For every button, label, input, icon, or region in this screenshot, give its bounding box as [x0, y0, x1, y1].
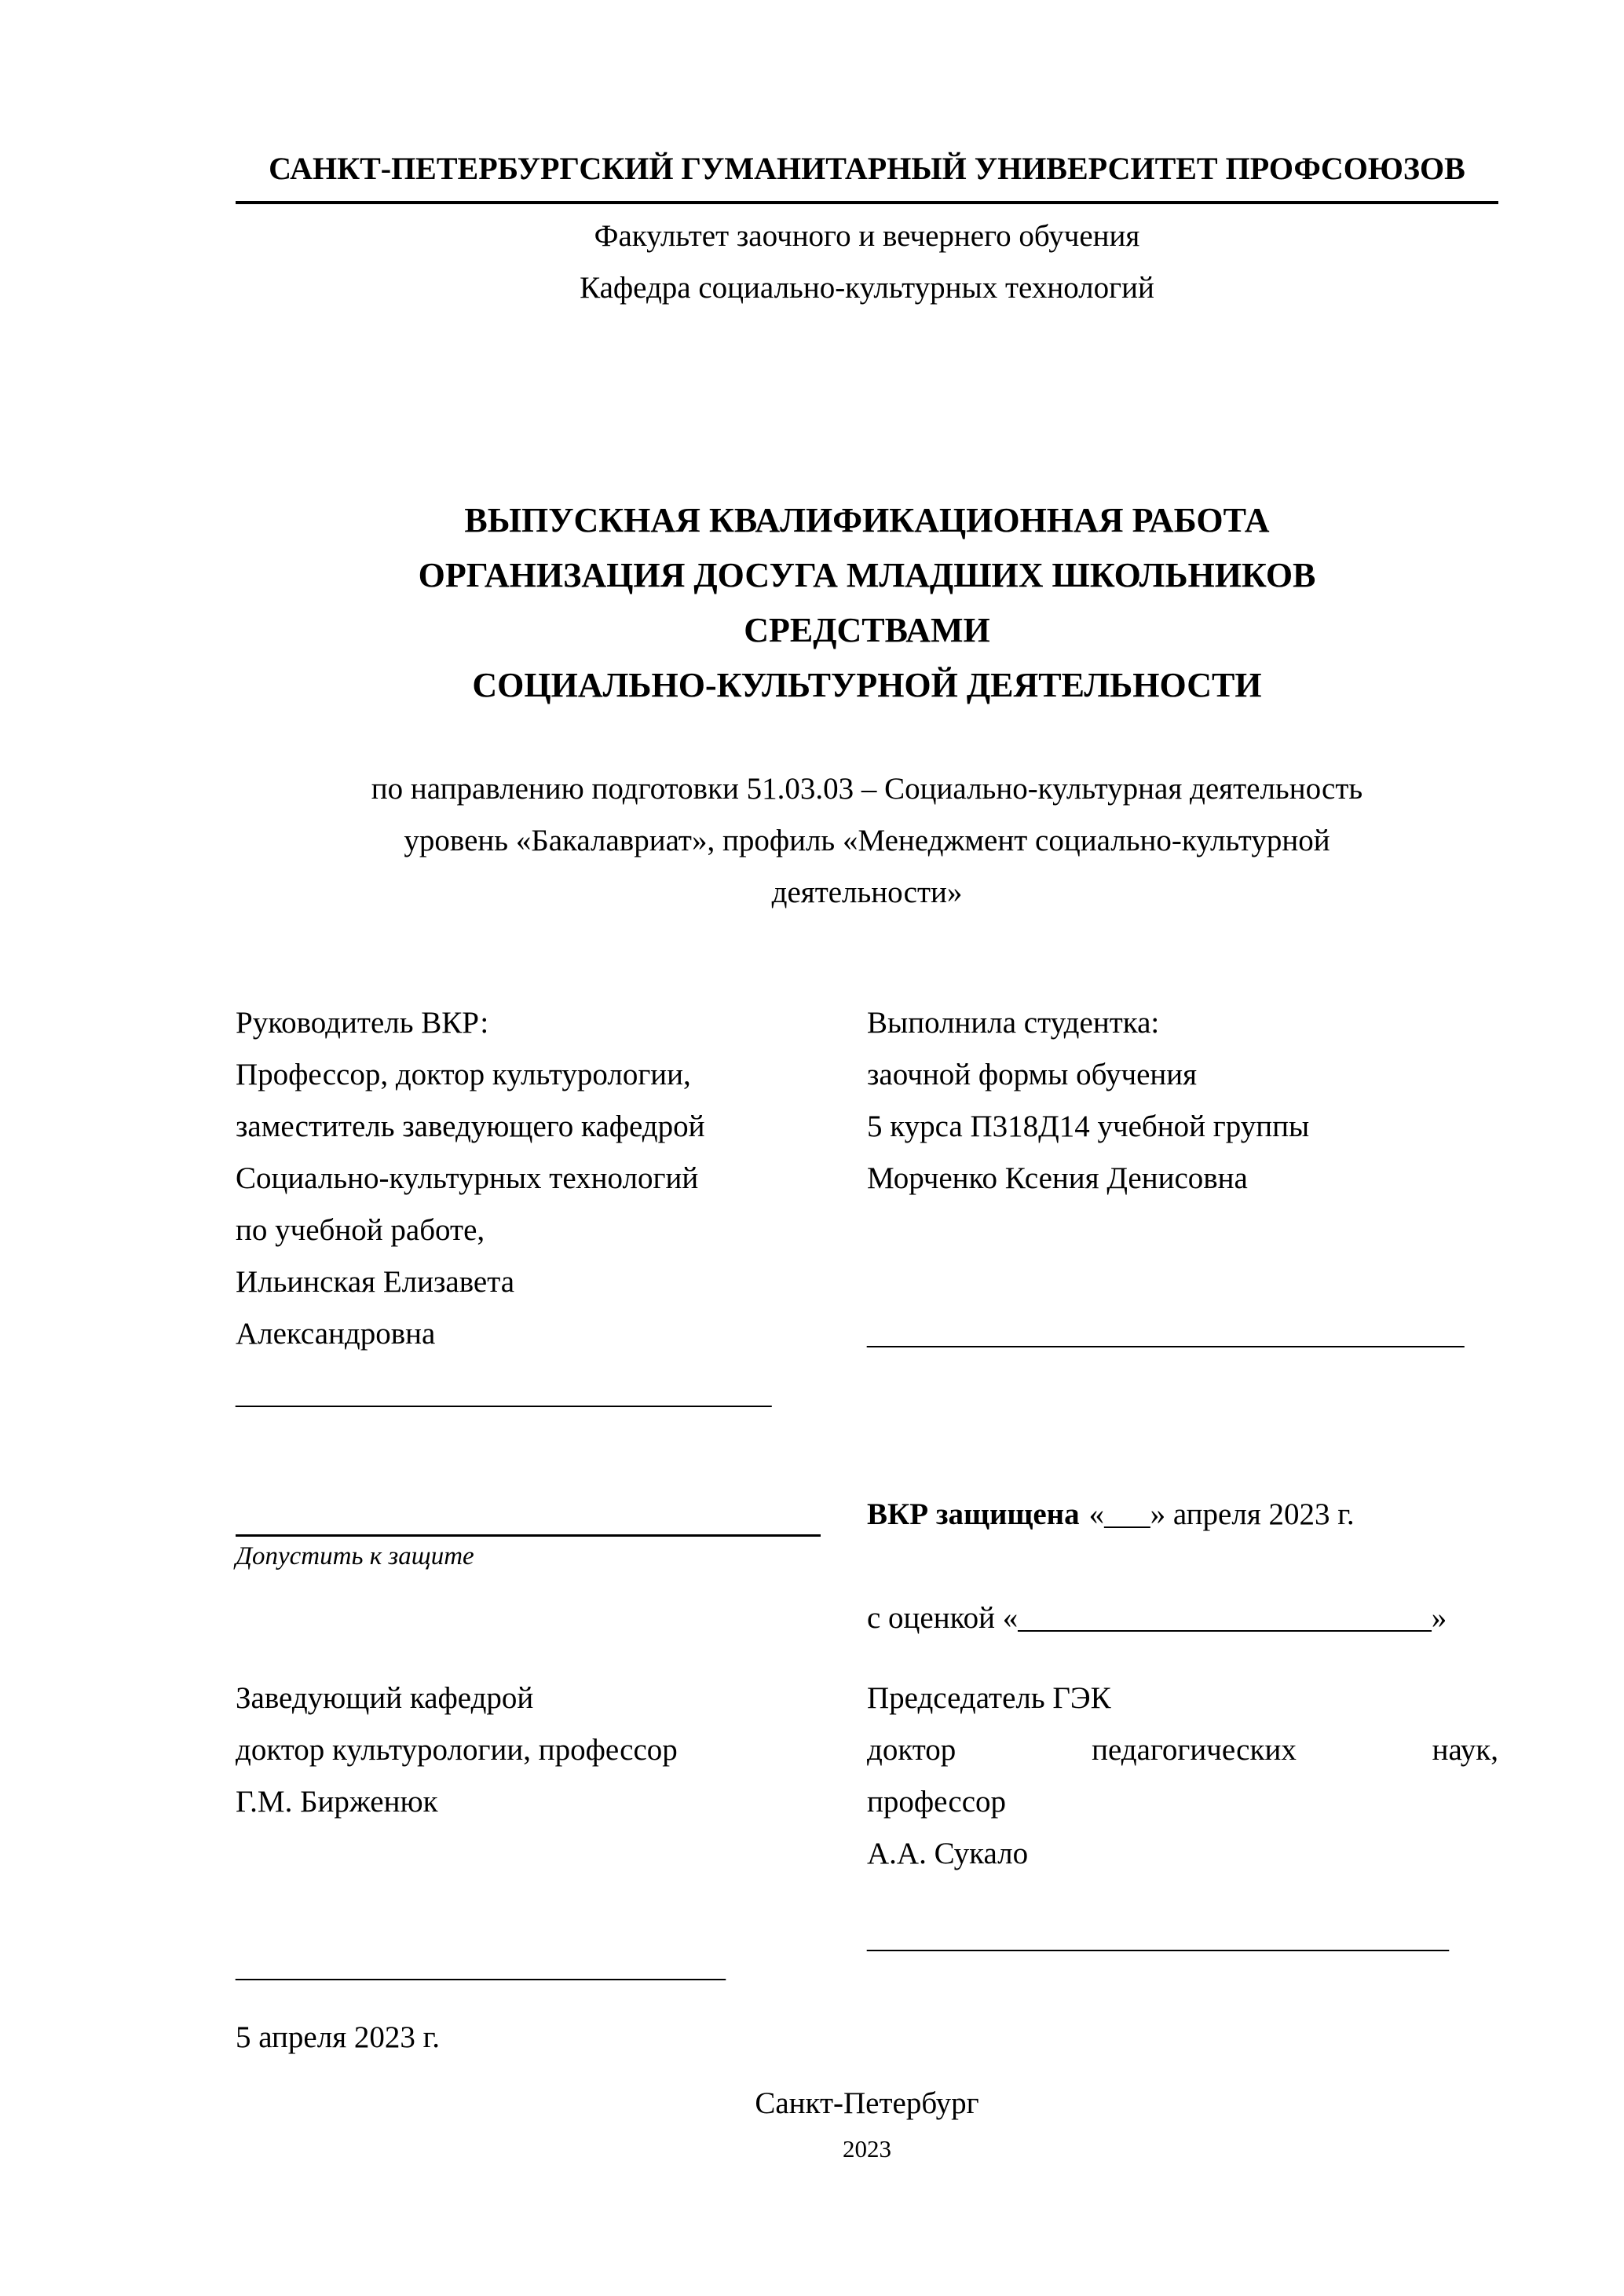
gek-chair-block: [867, 1673, 1498, 2064]
spacer: [867, 1880, 1498, 1912]
admission-block: [236, 1489, 829, 1644]
student-block: [867, 997, 1498, 1420]
program-line: уровень «Бакалавриат», профиль «Менеджмент социально-культурной: [404, 824, 1330, 857]
thesis-title-line: СОЦИАЛЬНО-КУЛЬТУРНОЙ ДЕЯТЕЛЬНОСТИ: [472, 666, 1262, 704]
supervisor-line: заместитель заведующего кафедрой: [236, 1110, 705, 1143]
dept-head-line: Заведующий кафедрой: [236, 1681, 534, 1715]
supervisor-line: Александровна: [236, 1317, 436, 1351]
spacer: [236, 1360, 829, 1368]
supervisor-line: Социально-культурных технологий: [236, 1161, 699, 1195]
gek-degree-word: педагогических: [1092, 1733, 1297, 1767]
admission-section: [236, 1489, 1498, 1644]
footer-city: Санкт-Петербург: [755, 2086, 979, 2120]
university-name: САНКТ-ПЕТЕРБУРГСКИЙ ГУМАНИТАРНЫЙ УНИВЕРСИТЕТ ПРОФСОЮЗОВ: [269, 151, 1465, 186]
thesis-title-line: СРЕДСТВАМИ: [744, 611, 990, 649]
program-line: по направлению подготовки 51.03.03 – Социально-культурная деятельность: [371, 772, 1363, 806]
department-line: Кафедра социально-культурных технологий: [580, 271, 1154, 305]
program-info: [236, 763, 1498, 919]
student-label: Выполнила студентка:: [867, 1006, 1160, 1040]
gek-signature-line: ______________________________________: [867, 1921, 1449, 1954]
header-rule: [236, 201, 1498, 204]
spacer: [236, 1489, 829, 1534]
defense-block: [867, 1489, 1498, 1644]
footer: [236, 2078, 1498, 2169]
thesis-title-line: ВЫПУСКНАЯ КВАЛИФИКАЦИОННАЯ РАБОТА: [464, 501, 1270, 539]
student-line: Морченко Ксения Денисовна: [867, 1161, 1248, 1195]
spacer: [867, 1205, 1498, 1308]
signing-date: 5 апреля 2023 г.: [236, 2020, 440, 2054]
supervisor-signature-line: ___________________________________: [236, 1377, 772, 1410]
thesis-title: [236, 493, 1498, 713]
spacer: [236, 1993, 829, 2012]
defense-date-value: «___» апреля 2023 г.: [1088, 1497, 1355, 1531]
faculty-line: Факультет заочного и вечернего обучения: [594, 219, 1140, 253]
footer-year: 2023: [843, 2135, 891, 2163]
supervisor-line: по учебной работе,: [236, 1213, 485, 1247]
supervisor-label: Руководитель ВКР:: [236, 1006, 489, 1040]
gek-chair-line: профессор: [867, 1785, 1007, 1819]
supervisor-line: Профессор, доктор культурологии,: [236, 1058, 691, 1091]
dept-head-block: [236, 1673, 829, 2064]
defense-date-line: [867, 1489, 1498, 1541]
dept-head-signature-line: ________________________________: [236, 1950, 726, 1983]
heads-section: [236, 1673, 1498, 2064]
gek-chair-line: А.А. Сукало: [867, 1837, 1029, 1870]
gek-chair-degree-line: [867, 1724, 1498, 1776]
spacer: [236, 1828, 829, 1941]
thesis-title-line: ОРГАНИЗАЦИЯ ДОСУГА МЛАДШИХ ШКОЛЬНИКОВ: [418, 556, 1316, 594]
header-sublines: [236, 210, 1498, 314]
defense-date-label: ВКР защищена: [867, 1497, 1080, 1531]
gek-degree-word: доктор: [867, 1733, 956, 1767]
dept-head-line: Г.М. Бирженюк: [236, 1785, 438, 1819]
student-signature-line: _______________________________________: [867, 1317, 1465, 1351]
defense-grade-line: с оценкой «___________________________»: [867, 1601, 1447, 1635]
gek-chair-title: Председатель ГЭК: [867, 1681, 1111, 1715]
supervisor-line: Ильинская Елизавета: [236, 1265, 515, 1299]
people-section: [236, 997, 1498, 1420]
admission-label: Допустить к защите: [236, 1542, 474, 1570]
student-line: 5 курса П318Д14 учебной группы: [867, 1110, 1310, 1143]
admission-rule: [236, 1534, 821, 1537]
dept-head-line: доктор культурологии, профессор: [236, 1733, 678, 1767]
program-line: деятельности»: [771, 876, 963, 909]
spacer: [867, 1541, 1498, 1592]
gek-degree-word: наук,: [1432, 1733, 1498, 1767]
supervisor-block: [236, 997, 829, 1420]
student-line: заочной формы обучения: [867, 1058, 1198, 1091]
